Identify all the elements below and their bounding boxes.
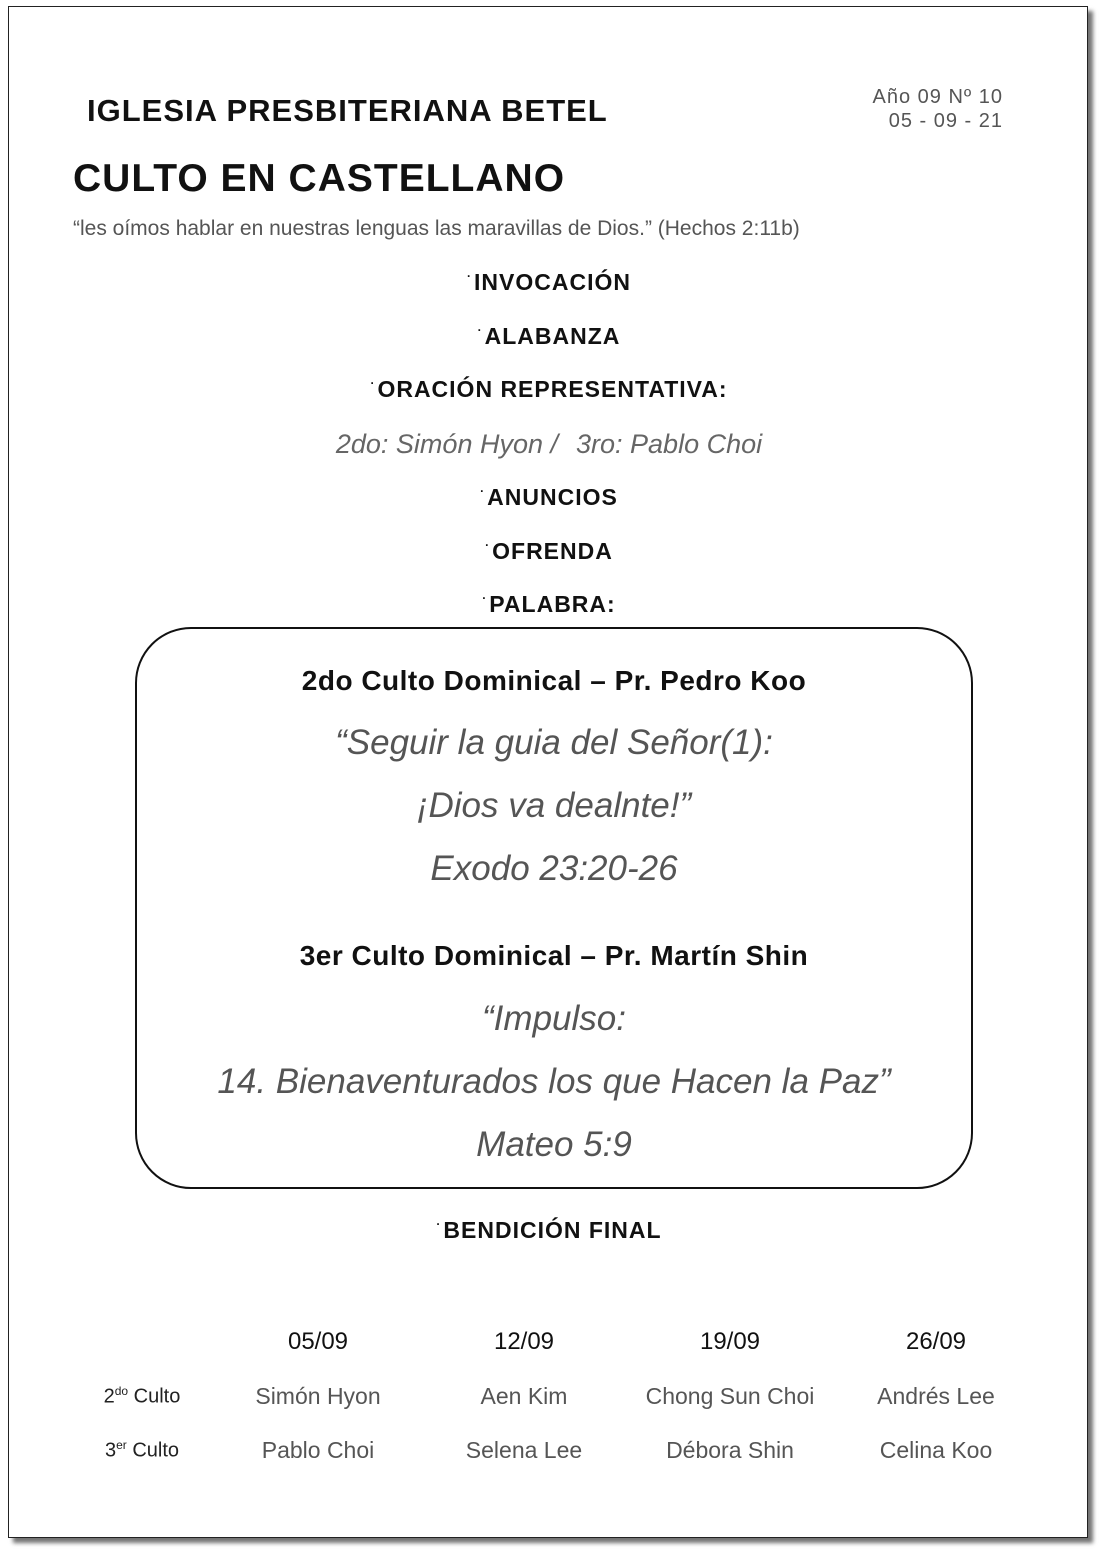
schedule-date: 26/09 <box>905 1328 967 1355</box>
schedule-date: 19/09 <box>699 1328 761 1355</box>
schedule-row-label: 3er Culto <box>104 1437 180 1462</box>
order-item-word <box>9 591 1089 618</box>
order-item-label: PALABRA: <box>489 591 616 617</box>
schedule-cell: Débora Shin <box>666 1436 794 1463</box>
bullet-dot: · <box>477 323 483 337</box>
schedule-cell: Celina Koo <box>879 1436 993 1463</box>
order-item-prayer <box>9 376 1089 403</box>
sermon-title-3rd-line1: “Impulso: <box>482 999 626 1038</box>
schedule-date: 12/09 <box>493 1328 555 1355</box>
prayer-schedule-table <box>69 1315 1039 1477</box>
sermon-title-2nd-line1: “Seguir la guia del Señor(1): <box>335 723 773 762</box>
order-item-praise <box>9 323 1089 350</box>
order-item-label: ALABANZA <box>484 323 621 349</box>
bulletin-page <box>8 6 1088 1538</box>
order-item-offering <box>9 538 1089 565</box>
order-item-label: BENDICIÓN FINAL <box>443 1217 662 1243</box>
sermon-title-3rd-line2: 14. Bienaventurados los que Hacen la Paz” <box>217 1062 891 1101</box>
prayer-leaders <box>9 429 1089 460</box>
schedule-cell: Simón Hyon <box>255 1382 381 1409</box>
bullet-dot: · <box>467 269 473 283</box>
service-title: CULTO EN CASTELLANO <box>73 157 566 200</box>
order-item-blessing <box>9 1217 1089 1244</box>
prayer-2nd: 2do: Simón Hyon / <box>335 429 558 459</box>
bullet-dot: · <box>370 376 376 390</box>
schedule-row-3rd <box>69 1423 1039 1477</box>
bullet-dot: · <box>436 1217 442 1231</box>
sermon-heading-3rd: 3er Culto Dominical – Pr. Martín Shin <box>299 940 809 971</box>
schedule-row-label: $2^{do}$ Culto <box>103 1383 181 1408</box>
order-item-label: ORACIÓN REPRESENTATIVA: <box>377 376 728 402</box>
order-item-announcements <box>9 484 1089 511</box>
issue-date: 05 - 09 - 21 <box>888 110 1003 132</box>
schedule-cell: Pablo Choi <box>261 1436 375 1463</box>
order-item-label: OFRENDA <box>492 538 613 564</box>
sermon-box <box>135 627 973 1189</box>
prayer-3rd: 3ro: Pablo Choi <box>576 429 763 459</box>
order-item-invocation <box>9 269 1089 296</box>
sermon-passage-3rd: Mateo 5:9 <box>476 1125 632 1164</box>
schedule-header-row <box>69 1315 1039 1369</box>
schedule-date: 05/09 <box>287 1328 349 1355</box>
issue-info <box>873 85 1004 133</box>
church-name: IGLESIA PRESBITERIANA BETEL <box>87 93 608 128</box>
bullet-dot: · <box>480 484 486 498</box>
sermon-passage-2nd: Exodo 23:20-26 <box>430 849 678 888</box>
bullet-dot: · <box>485 538 491 552</box>
schedule-cell: Selena Lee <box>465 1436 583 1463</box>
issue-number: Año 09 Nº 10 <box>872 86 1003 108</box>
schedule-row-2nd <box>69 1369 1039 1423</box>
sermon-title-2nd-line2: ¡Dios va dealnte!” <box>416 786 692 825</box>
header-verse: “les oímos hablar en nuestras lenguas las maravillas de Dios.” (Hechos 2:11b) <box>73 217 800 240</box>
schedule-cell: Chong Sun Choi <box>645 1382 815 1409</box>
order-item-label: INVOCACIÓN <box>474 269 631 295</box>
order-item-label: ANUNCIOS <box>487 484 618 510</box>
schedule-cell: Aen Kim <box>480 1382 568 1409</box>
sermon-heading-2nd: 2do Culto Dominical – Pr. Pedro Koo <box>301 665 807 696</box>
schedule-cell: Andrés Lee <box>877 1382 995 1409</box>
bullet-dot: · <box>482 591 488 605</box>
